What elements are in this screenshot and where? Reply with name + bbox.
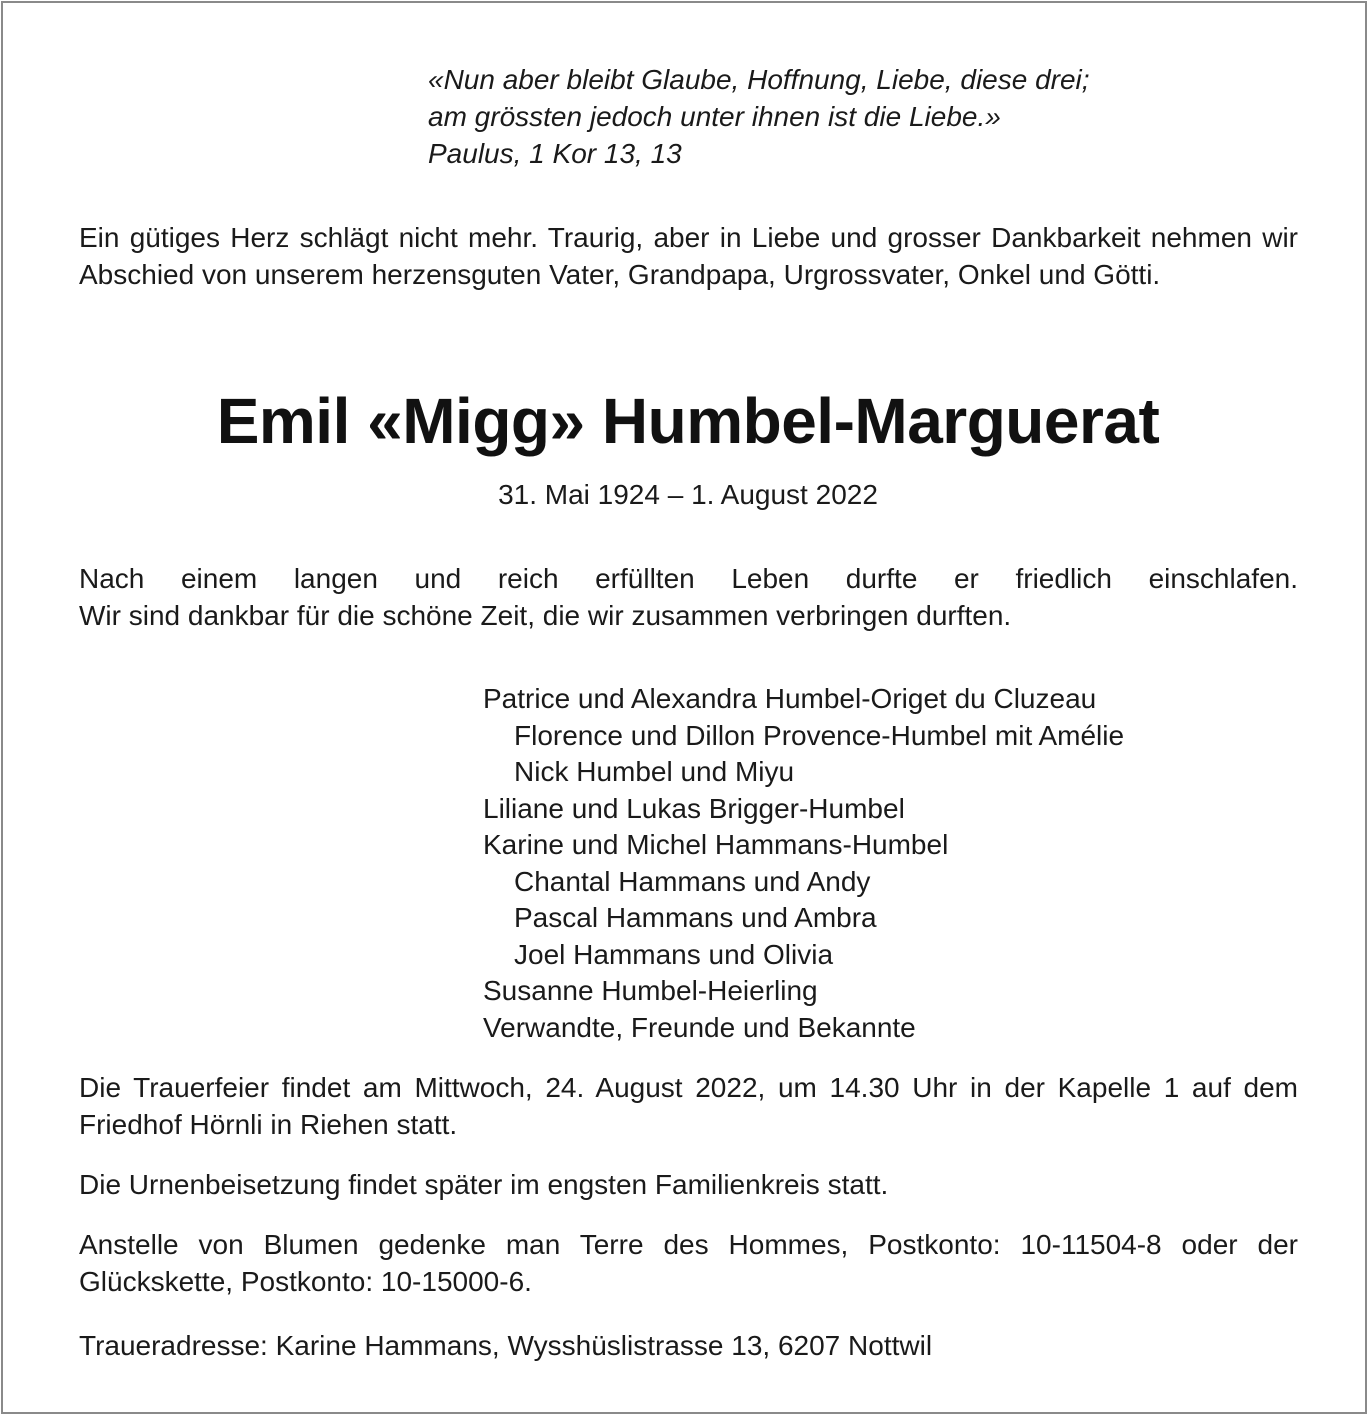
bible-quote <box>428 61 1090 172</box>
quote-line: am grössten jedoch unter ihnen ist die Liebe.» <box>428 101 1001 132</box>
life-text-line: Wir sind dankbar für die schöne Zeit, die wir zusammen verbringen durften. <box>79 600 1012 631</box>
life-text <box>79 560 1298 634</box>
notice-frame <box>1 1 1367 1414</box>
mourner-entry: Joel Hammans und Olivia <box>514 938 834 970</box>
mourner-entry: Liliane und Lukas Brigger-Humbel <box>483 792 905 824</box>
mourner-entry: Florence und Dillon Provence-Humbel mit Amélie <box>514 719 1125 751</box>
mourner-entry: Nick Humbel und Miyu <box>514 756 795 787</box>
life-text-line: Nach einem langen und reich erfüllten Leben durfte er friedlich einschlafen. <box>79 563 1298 594</box>
mourner-entry: Susanne Humbel-Heierling <box>483 975 818 1006</box>
mourner-entry: Chantal Hammans und Andy <box>514 865 871 897</box>
mourner-entry: Patrice und Alexandra Humbel-Origet du Cluzeau <box>483 683 1097 714</box>
mourner-entry: Verwandte, Freunde und Bekannte <box>483 1011 916 1043</box>
mourners-list <box>483 681 1124 1046</box>
mourner-entry: Karine und Michel Hammans-Humbel <box>483 829 949 860</box>
donation-text: Anstelle von Blumen gedenke man Terre des Hommes, Postkonto: 10-11504-8 oder der Glückskette, Postkonto: 10-15000-6. <box>79 1229 1298 1297</box>
mourning-address: Traueradresse: Karine Hammans, Wysshüslistrasse 13, 6207 Nottwil <box>79 1330 933 1361</box>
deceased-name: Emil «Migg» Humbel-Marguerat <box>216 385 1160 457</box>
mourner-entry: Pascal Hammans und Ambra <box>514 902 877 933</box>
ceremony-text: Die Trauerfeier findet am Mittwoch, 24. August 2022, um 14.30 Uhr in der Kapelle 1 auf dem Friedhof Hörnli in Riehen statt. <box>79 1072 1298 1140</box>
urn-burial-text: Die Urnenbeisetzung findet später im engsten Familienkreis statt. <box>79 1169 889 1200</box>
intro-text: Ein gütiges Herz schlägt nicht mehr. Traurig, aber in Liebe und grosser Dankbarkeit nehmen wir Abschied von unserem herzensguten Vater, Grandpapa, Urgrossvater, Onkel und Götti. <box>79 222 1298 290</box>
life-dates: 31. Mai 1924 – 1. August 2022 <box>498 479 878 510</box>
quote-source: Paulus, 1 Kor 13, 13 <box>428 138 682 169</box>
quote-line: «Nun aber bleibt Glaube, Hoffnung, Liebe, diese drei; <box>428 64 1090 95</box>
